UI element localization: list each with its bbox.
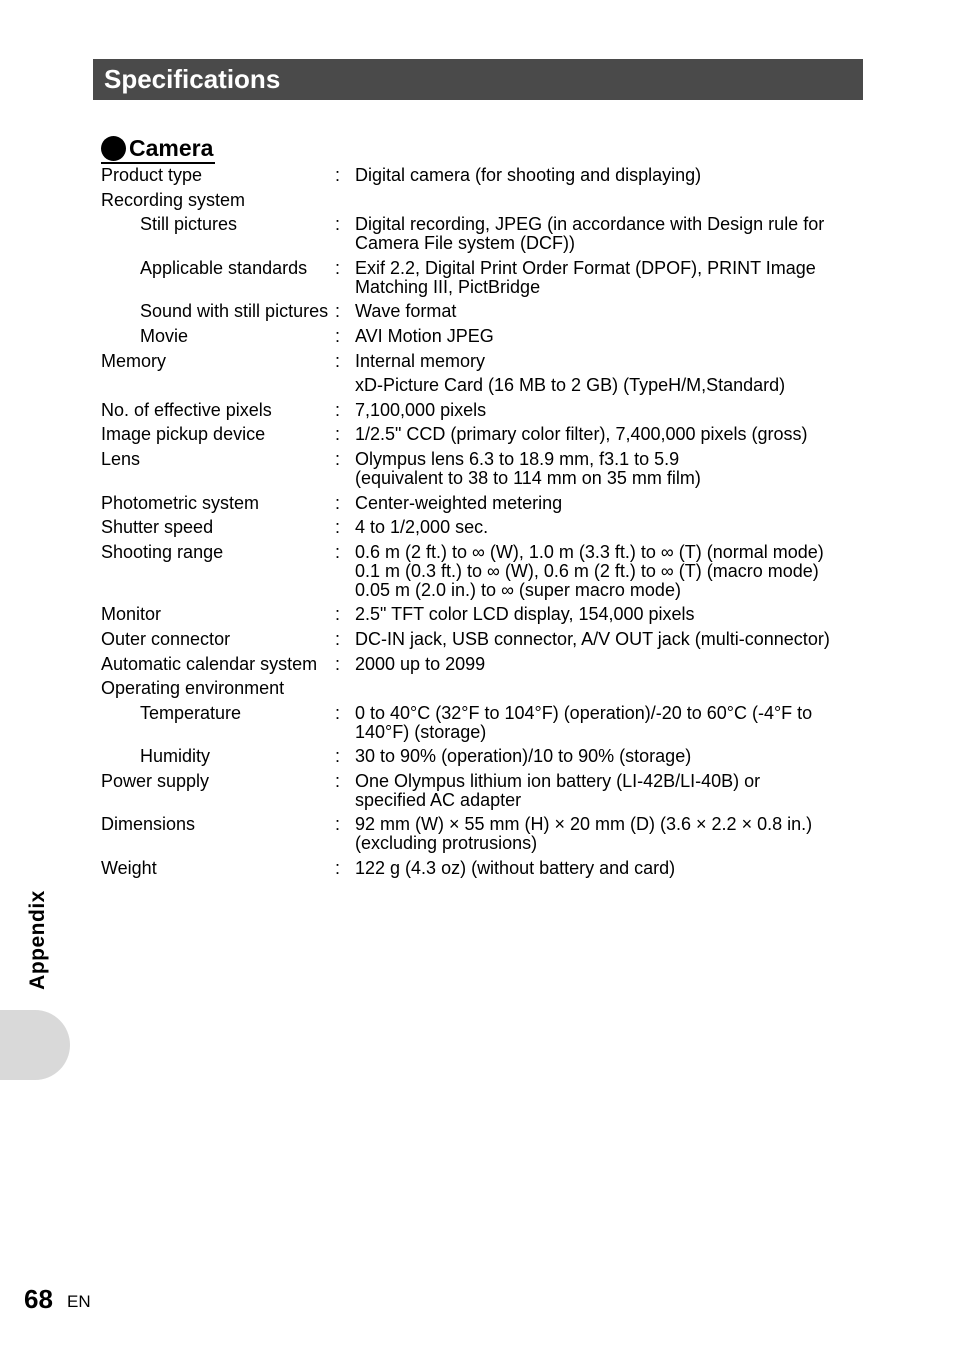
spec-separator: : — [335, 492, 341, 513]
spec-value-line: Digital camera (for shooting and displaying) — [355, 165, 702, 185]
spec-value-line: Internal memory — [355, 350, 486, 371]
spec-separator: : — [335, 814, 341, 835]
spec-row — [101, 302, 861, 321]
spec-label: Still pictures — [140, 214, 238, 235]
spec-label: Humidity — [140, 746, 211, 767]
spec-value-line: Digital recording, JPEG (in accordance with Design rule for — [355, 214, 825, 235]
spec-value — [355, 815, 861, 853]
spec-value — [355, 772, 861, 810]
spec-separator: : — [335, 770, 341, 791]
spec-value-line: DC-IN jack, USB connector, A/V OUT jack (multi-connector) — [355, 628, 830, 649]
spec-row — [101, 352, 861, 371]
spec-row — [101, 772, 861, 810]
spec-separator: : — [335, 604, 341, 625]
spec-separator: : — [335, 628, 341, 649]
spec-row — [101, 543, 861, 600]
spec-row — [101, 191, 861, 210]
spec-value-line: Olympus lens 6.3 to 18.9 mm, f3.1 to 5.9 — [355, 448, 680, 469]
side-tab — [0, 1010, 70, 1080]
spec-label: Memory — [101, 350, 167, 371]
spec-value-line: Camera File system (DCF)) — [355, 233, 576, 254]
section-title: Camera — [129, 135, 214, 161]
side-tab-label: Appendix — [26, 890, 49, 990]
spec-row — [101, 376, 861, 395]
spec-row — [101, 679, 861, 698]
spec-value-line: specified AC adapter — [355, 789, 522, 810]
spec-label: Shutter speed — [101, 517, 214, 538]
spec-value — [355, 859, 861, 878]
spec-value-line: 30 to 90% (operation)/10 to 90% (storage) — [355, 746, 692, 767]
spec-value-line: 0.6 m (2 ft.) to ∞ (W), 1.0 m (3.3 ft.) to ∞ (T) (normal mode) — [355, 541, 824, 562]
spec-row — [101, 704, 861, 742]
spec-label: Operating environment — [101, 678, 285, 699]
spec-row — [101, 259, 861, 297]
spec-value-line: Matching III, PictBridge — [355, 276, 541, 297]
spec-label: Weight — [101, 858, 157, 879]
spec-value-line: 2000 up to 2099 — [355, 653, 486, 674]
spec-row — [101, 518, 861, 537]
spec-row — [101, 327, 861, 346]
spec-value-line: 7,100,000 pixels — [355, 399, 487, 420]
spec-value — [355, 543, 861, 600]
spec-separator: : — [335, 653, 341, 674]
spec-value-line: AVI Motion JPEG — [355, 325, 494, 346]
page-title-bar — [93, 59, 863, 100]
spec-separator: : — [335, 399, 341, 420]
spec-value-line: Exif 2.2, Digital Print Order Format (DPOF), PRINT Image — [355, 257, 816, 278]
spec-separator: : — [335, 257, 341, 278]
spec-label: Movie — [140, 325, 189, 346]
spec-label: Shooting range — [101, 541, 224, 562]
spec-label: Monitor — [101, 604, 162, 625]
spec-separator: : — [335, 702, 341, 723]
spec-separator: : — [335, 301, 341, 322]
spec-value-line: 4 to 1/2,000 sec. — [355, 517, 489, 538]
spec-value-line: Wave format — [355, 301, 457, 322]
spec-value-line: xD-Picture Card (16 MB to 2 GB) (TypeH/M,Standard) — [355, 375, 786, 396]
page-number: 68 — [24, 1284, 53, 1314]
page-title: Specifications — [104, 64, 281, 94]
spec-label: Sound with still pictures — [140, 301, 329, 322]
spec-label: Applicable standards — [140, 257, 308, 278]
spec-table — [101, 166, 861, 884]
spec-row — [101, 166, 861, 185]
spec-label: Power supply — [101, 770, 210, 791]
spec-value — [355, 352, 861, 371]
spec-separator: : — [335, 448, 341, 469]
page-language: EN — [67, 1292, 91, 1311]
spec-separator: : — [335, 746, 341, 767]
section-heading — [101, 134, 215, 164]
spec-value-line: (equivalent to 38 to 114 mm on 35 mm film) — [355, 467, 701, 488]
spec-row — [101, 859, 861, 878]
spec-label: Image pickup device — [101, 424, 266, 445]
spec-value — [355, 518, 861, 537]
spec-value — [355, 494, 861, 513]
spec-value-line: 122 g (4.3 oz) (without battery and card) — [355, 858, 676, 879]
spec-row — [101, 630, 861, 649]
spec-label: Outer connector — [101, 628, 231, 649]
spec-value — [355, 302, 861, 321]
spec-row — [101, 450, 861, 488]
spec-row — [101, 815, 861, 853]
spec-separator: : — [335, 214, 341, 235]
spec-value — [355, 605, 861, 624]
spec-row — [101, 401, 861, 420]
spec-label: Dimensions — [101, 814, 196, 835]
spec-value-line: (excluding protrusions) — [355, 833, 538, 854]
spec-label: Product type — [101, 165, 203, 185]
spec-value — [355, 450, 861, 488]
spec-label: Lens — [101, 448, 141, 469]
spec-value-line: 92 mm (W) × 55 mm (H) × 20 mm (D) (3.6 × 2.2 × 0.8 in.) — [355, 814, 813, 835]
spec-separator: : — [335, 165, 341, 185]
spec-label: Photometric system — [101, 492, 260, 513]
spec-value-line: 0.05 m (2.0 in.) to ∞ (super macro mode) — [355, 579, 681, 600]
spec-row — [101, 494, 861, 513]
spec-value — [355, 704, 861, 742]
spec-value — [355, 630, 861, 649]
spec-value-line: 2.5" TFT color LCD display, 154,000 pixels — [355, 604, 695, 625]
spec-label: Recording system — [101, 189, 246, 210]
spec-value — [355, 425, 861, 444]
spec-value — [355, 401, 861, 420]
spec-value-line: 0.1 m (0.3 ft.) to ∞ (W), 0.6 m (2 ft.) to ∞ (T) (macro mode) — [355, 560, 819, 581]
spec-value — [355, 655, 861, 674]
spec-row — [101, 747, 861, 766]
spec-separator: : — [335, 350, 341, 371]
spec-value — [355, 259, 861, 297]
spec-value — [355, 215, 861, 253]
spec-separator: : — [335, 325, 341, 346]
spec-row — [101, 425, 861, 444]
spec-value-line: Center-weighted metering — [355, 492, 563, 513]
spec-value — [355, 327, 861, 346]
spec-value — [355, 166, 861, 185]
spec-value — [355, 747, 861, 766]
spec-value-line: One Olympus lithium ion battery (LI-42B/LI-40B) or — [355, 770, 761, 791]
spec-separator: : — [335, 424, 341, 445]
bullet-icon — [101, 136, 126, 161]
spec-value-line: 140°F) (storage) — [355, 721, 487, 742]
spec-value-line: 1/2.5" CCD (primary color filter), 7,400,000 pixels (gross) — [355, 424, 808, 445]
spec-value-line: 0 to 40°C (32°F to 104°F) (operation)/-20 to 60°C (-4°F to — [355, 702, 813, 723]
spec-row — [101, 215, 861, 253]
spec-label: No. of effective pixels — [101, 399, 272, 420]
spec-row — [101, 655, 861, 674]
spec-row — [101, 605, 861, 624]
spec-separator: : — [335, 541, 341, 562]
spec-label: Automatic calendar system — [101, 653, 318, 674]
spec-value — [355, 376, 861, 395]
spec-separator: : — [335, 517, 341, 538]
spec-separator: : — [335, 858, 341, 879]
spec-label: Temperature — [140, 702, 242, 723]
